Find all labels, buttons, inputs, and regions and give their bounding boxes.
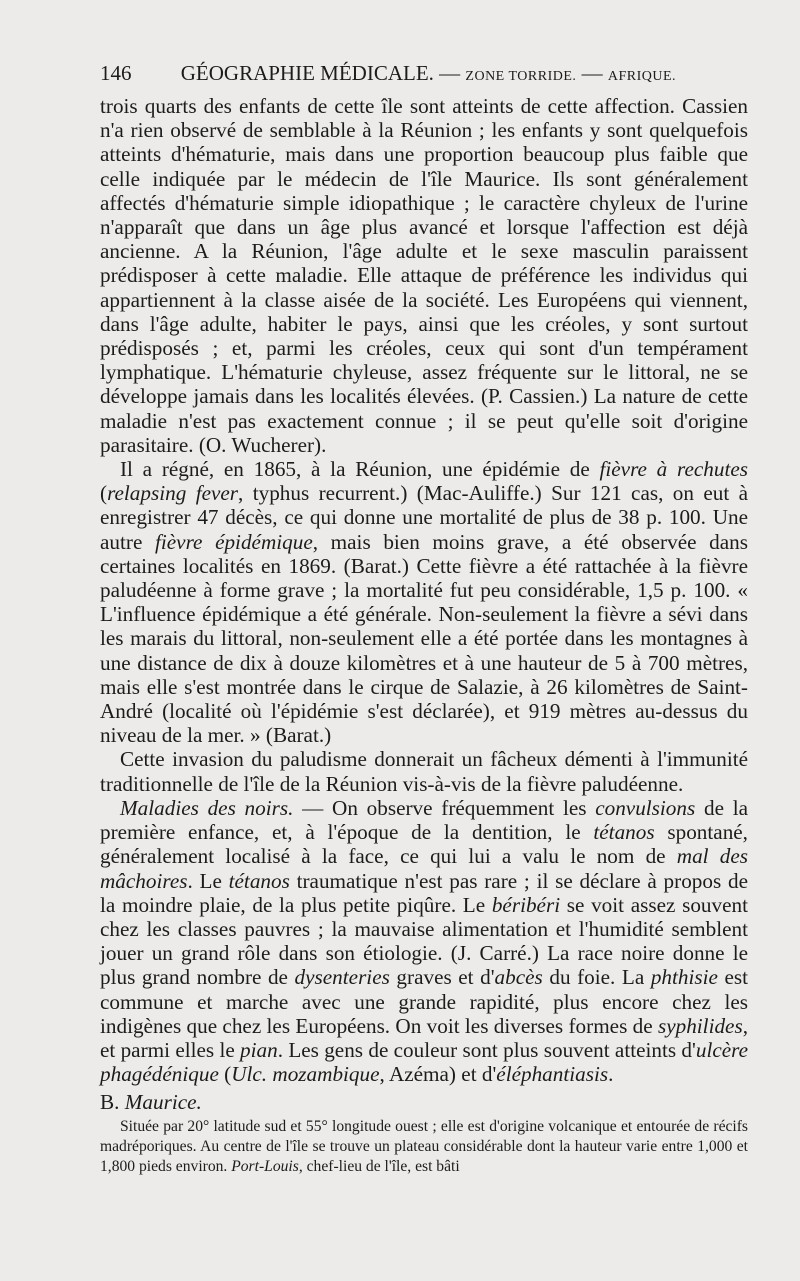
text-run: spontané, généralement localisé à la face, ce qui lui a valu le nom de	[100, 820, 748, 869]
text-run: de la première enfance, et, à l'époque de la dentition, le	[100, 795, 748, 845]
italic-heading: Maladies des noirs.	[120, 795, 294, 820]
text-run: . Le	[187, 868, 229, 893]
text-run: du foie. La	[542, 965, 651, 990]
italic-term: abcès	[494, 965, 543, 990]
text-run: , chef-lieu de l'île, est bâti	[298, 1157, 460, 1175]
text-run: — On observe fréquemment les	[293, 795, 596, 820]
paragraph-paludisme: Cette invasion du paludisme donnerait un fâcheux démenti à l'immunité traditionnelle de l'île de la Réunion vis-à-vis de la fièvre paludéenne.	[100, 747, 748, 796]
text-run: (	[100, 481, 108, 506]
text-run: se voit assez souvent chez les classes pauvres ; la mauvaise alimentation et l'humidité semblent jouer un grand rôle dans son étiologie. (J. Carré.) La race noire donne le plus grand nombre de	[100, 892, 748, 990]
italic-term: phthisie	[650, 965, 718, 990]
text-run: graves et d'	[389, 965, 495, 990]
paragraph-fievre	[100, 457, 748, 747]
header-zone: ZONE TORRIDE.	[465, 69, 577, 84]
italic-term: dysenteries	[294, 965, 390, 990]
italic-term: mal des mâchoires	[100, 844, 748, 893]
italic-term: pian	[240, 1037, 278, 1062]
page-body	[100, 94, 748, 1177]
italic-term: Ulc. mozambique	[231, 1062, 380, 1087]
text-run: est commune et marche avec une grande rapidité, plus encore chez les indigènes que chez les Européens. On voit les diverses formes de	[100, 965, 749, 1038]
header-region: AFRIQUE.	[607, 69, 677, 84]
paragraph-maurice	[100, 1117, 748, 1177]
header-title: GÉOGRAPHIE MÉDICALE.	[180, 61, 434, 85]
text-run: .	[608, 1062, 614, 1087]
paragraph-hematurie: trois quarts des enfants de cette île sont atteints de cette affection. Cassien n'a rien observé de semblable à la Réunion ; les enfants y sont quelquefois atteints d'hématurie, mais dans une proportion beaucoup plus faible que celle indiquée par le médecin de l'île Maurice. Ils sont généralement affectés d'hématurie simple idiopathique ; le caractère chyleux de l'urine n'apparaît que dans un âge plus avancé et lorsque l'affection est déjà ancienne. A la Réunion, l'âge adulte et le sexe masculin paraissent prédisposer à cette maladie. Elle attaque de préférence les individus qui appartiennent à la classe aisée de la société. Les Européens qui viennent, dans l'âge adulte, habiter le pays, ainsi que les créoles, y sont surtout prédisposés ; et, parmi les créoles, ceux qui sont d'un tempérament lymphatique. L'hématurie chyleuse, assez fréquente sur le littoral, ne se développe jamais dans les localités élevées. (P. Cassien.) La nature de cette maladie n'est pas exactement connue ; il se peut qu'elle soit d'origine parasitaire. (O. Wucherer).	[100, 94, 748, 457]
header-dash: —	[439, 61, 461, 85]
italic-term: fièvre épidémique	[154, 529, 313, 554]
text-run: , et parmi elles le	[100, 1013, 748, 1062]
paragraph-maladies-noirs	[100, 796, 748, 1086]
text-run: , Azéma) et d'	[379, 1062, 497, 1087]
text-run: (	[218, 1062, 232, 1087]
running-header	[100, 60, 748, 90]
italic-term: Port-Louis	[231, 1157, 299, 1175]
text-run: Il a régné, en 1865, à la Réunion, une épidémie de	[120, 457, 600, 482]
italic-term: fièvre à rechutes	[599, 457, 748, 482]
italic-term: tétanos	[593, 820, 655, 845]
italic-term: relapsing fever	[107, 481, 239, 506]
text-run: , mais bien moins grave, a été observée dans certaines localités en 1869. (Barat.) Cette fièvre a été rattachée à la fièvre paludéenne à forme grave ; la mortalité fut peu considérable, 1,5 p. 100. « L'influence épidémique a été générale. Non-seulement la fièvre a sévi dans les marais du littoral, non-seulement elle a été portée dans les montagnes à une distance de dix à douze kilomètres et à une hauteur de 5 à 700 mètres, mais elle s'est montrée dans le cirque de Salazie, à 26 kilomètres de Saint-André (localité où l'épidémie s'est déclarée), et 919 mètres au-dessus du niveau de la mer. » (Barat.)	[100, 529, 748, 748]
header-dash: —	[581, 61, 603, 85]
section-letter: B.	[100, 1090, 120, 1115]
text-run: . Les gens de couleur sont plus souvent atteints d'	[277, 1037, 696, 1062]
italic-term: éléphantiasis	[496, 1062, 609, 1087]
text-run: traumatique n'est pas rare ; il se déclare à propos de la moindre plaie, de la plus petite piqûre. Le	[100, 868, 748, 917]
italic-term: convulsions	[595, 795, 696, 820]
page-number: 146	[100, 61, 132, 85]
italic-term: syphilides	[657, 1013, 743, 1038]
italic-term: béribéri	[491, 892, 561, 917]
italic-term: ulcère phagédénique	[100, 1037, 748, 1087]
text-run: , typhus recurrent.) (Mac-Auliffe.) Sur 121 cas, on eut à enregistrer 47 décès, ce qui donne une mortalité de plus de 38 p. 100. Une autre	[100, 481, 748, 554]
italic-term: tétanos	[228, 868, 290, 893]
section-title: Maurice.	[124, 1090, 202, 1115]
section-heading	[100, 1090, 748, 1114]
text-run: Située par 20° latitude sud et 55° longitude ouest ; elle est d'origine volcanique et entourée de récifs madréporiques. Au centre de l'île se trouve un plateau considérable dont la hauteur varie entre 1,000 et 1,800 pieds environ.	[100, 1117, 748, 1175]
